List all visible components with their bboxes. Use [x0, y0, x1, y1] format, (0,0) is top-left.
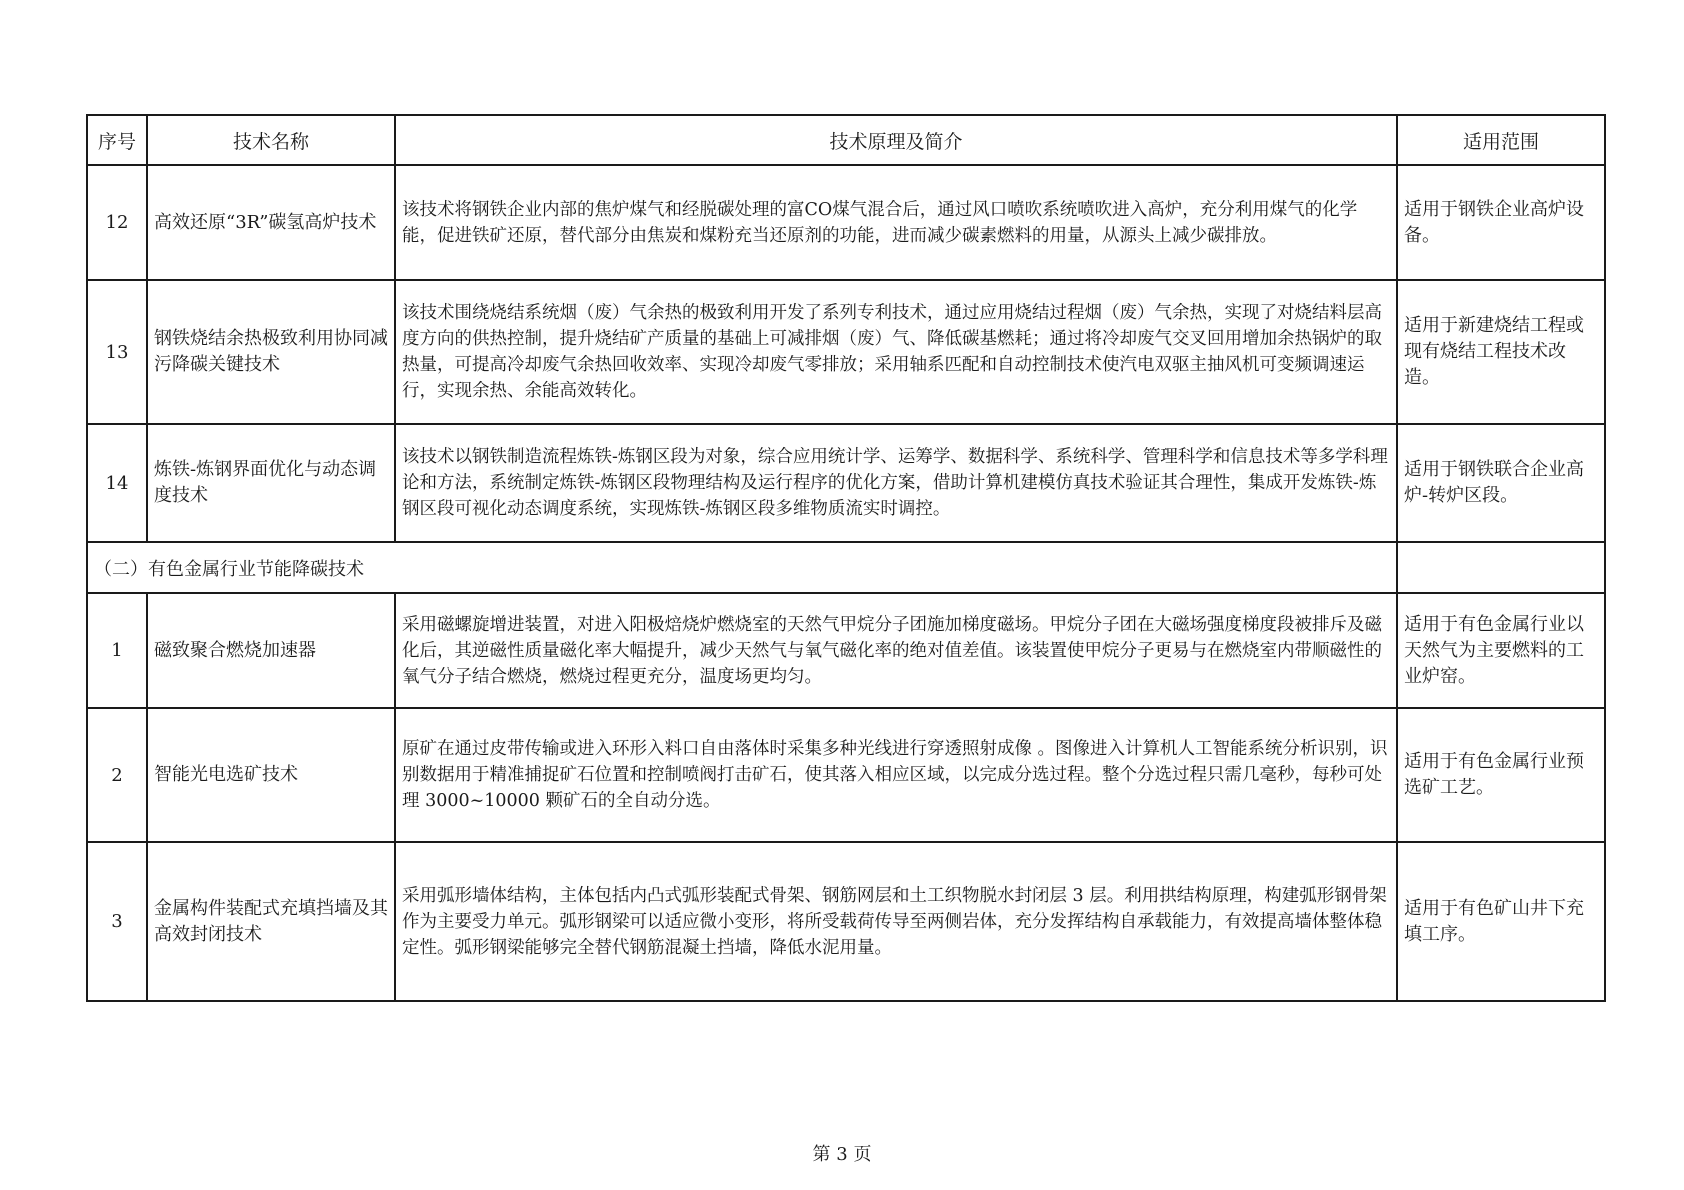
row-desc: 采用弧形墙体结构，主体包括内凸式弧形装配式骨架、钢筋网层和土工织物脱水封闭层 3 层。利用拱结构原理，构建弧形钢骨架作为主要受力单元。弧形钢梁可以适应微小变形，将所受载荷传导至两侧岩体，充分发挥结构自承载能力，有效提高墙体整体稳定性。弧形钢梁能够完全替代钢筋混凝土挡墙，降低水泥用量。	[395, 842, 1397, 1001]
table-row	[87, 842, 1605, 1001]
row-name: 炼铁-炼钢界面优化与动态调度技术	[147, 424, 395, 542]
header-num: 序号	[87, 115, 147, 165]
table-row	[87, 424, 1605, 542]
row-name: 钢铁烧结余热极致利用协同减污降碳关键技术	[147, 280, 395, 424]
section-row	[87, 542, 1605, 593]
row-num: 1	[87, 593, 147, 708]
row-desc: 该技术围绕烧结系统烟（废）气余热的极致利用开发了系列专利技术，通过应用烧结过程烟（废）气余热，实现了对烧结料层高度方向的供热控制，提升烧结矿产质量的基础上可减排烟（废）气、降低碳基燃耗；通过将冷却废气交叉回用增加余热锅炉的取热量，可提高冷却废气余热回收效率、实现冷却废气零排放；采用轴系匹配和自动控制技术使汽电双驱主抽风机可变频调速运行，实现余热、余能高效转化。	[395, 280, 1397, 424]
table-row	[87, 280, 1605, 424]
row-name: 金属构件装配式充填挡墙及其高效封闭技术	[147, 842, 395, 1001]
table-row	[87, 708, 1605, 842]
row-scope: 适用于钢铁企业高炉设备。	[1397, 165, 1605, 280]
row-num: 14	[87, 424, 147, 542]
row-desc: 该技术将钢铁企业内部的焦炉煤气和经脱碳处理的富CO煤气混合后，通过风口喷吹系统喷吹进入高炉，充分利用煤气的化学能，促进铁矿还原，替代部分由焦炭和煤粉充当还原剂的功能，进而减少碳素燃料的用量，从源头上减少碳排放。	[395, 165, 1397, 280]
table-header-row	[87, 115, 1605, 165]
row-scope: 适用于有色金属行业以天然气为主要燃料的工业炉窑。	[1397, 593, 1605, 708]
row-desc: 该技术以钢铁制造流程炼铁-炼钢区段为对象，综合应用统计学、运筹学、数据科学、系统科学、管理科学和信息技术等多学科理论和方法，系统制定炼铁-炼钢区段物理结构及运行程序的优化方案，借助计算机建模仿真技术验证其合理性，集成开发炼铁-炼钢区段可视化动态调度系统，实现炼铁-炼钢区段多维物质流实时调控。	[395, 424, 1397, 542]
row-scope: 适用于有色金属行业预选矿工艺。	[1397, 708, 1605, 842]
section-title: （二）有色金属行业节能降碳技术	[87, 542, 1397, 593]
row-scope: 适用于新建烧结工程或现有烧结工程技术改造。	[1397, 280, 1605, 424]
header-desc: 技术原理及简介	[395, 115, 1397, 165]
table-row	[87, 165, 1605, 280]
row-name: 高效还原“3R”碳氢高炉技术	[147, 165, 395, 280]
technology-table	[86, 114, 1606, 1002]
row-name: 智能光电选矿技术	[147, 708, 395, 842]
row-name: 磁致聚合燃烧加速器	[147, 593, 395, 708]
row-desc: 原矿在通过皮带传输或进入环形入料口自由落体时采集多种光线进行穿透照射成像 。图像进入计算机人工智能系统分析识别，识别数据用于精准捕捉矿石位置和控制喷阀打击矿石，使其落入相应区域，以完成分选过程。整个分选过程只需几毫秒，每秒可处理 3000~10000 颗矿石的全自动分选。	[395, 708, 1397, 842]
row-desc: 采用磁螺旋增进装置，对进入阳极焙烧炉燃烧室的天然气甲烷分子团施加梯度磁场。甲烷分子团在大磁场强度梯度段被排斥及磁化后，其逆磁性质量磁化率大幅提升，减少天然气与氧气磁化率的绝对值差值。该装置使甲烷分子更易与在燃烧室内带顺磁性的氧气分子结合燃烧，燃烧过程更充分，温度场更均匀。	[395, 593, 1397, 708]
row-num: 12	[87, 165, 147, 280]
header-scope: 适用范围	[1397, 115, 1605, 165]
row-scope: 适用于钢铁联合企业高炉-转炉区段。	[1397, 424, 1605, 542]
page-number: 第 3 页	[812, 1144, 872, 1165]
row-num: 2	[87, 708, 147, 842]
section-empty-cell	[1397, 542, 1605, 593]
row-num: 3	[87, 842, 147, 1001]
row-scope: 适用于有色矿山井下充填工序。	[1397, 842, 1605, 1001]
table-row	[87, 593, 1605, 708]
row-num: 13	[87, 280, 147, 424]
header-name: 技术名称	[147, 115, 395, 165]
